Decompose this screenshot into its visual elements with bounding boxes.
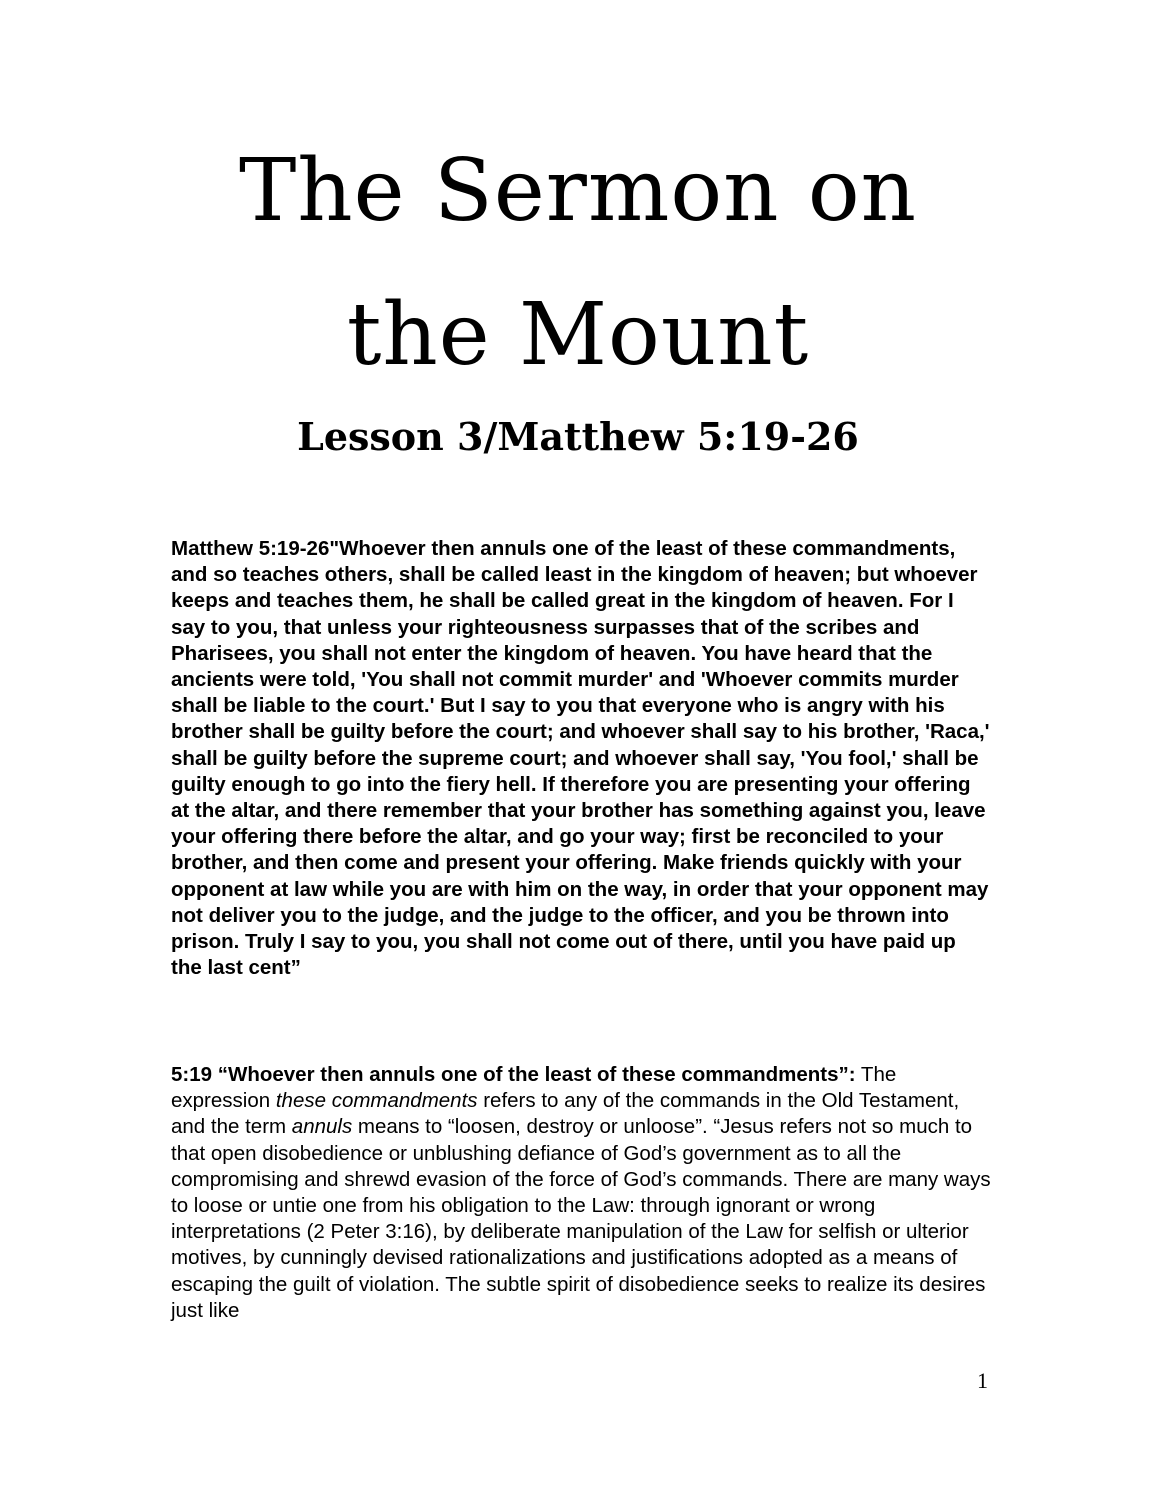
commentary-heading: 5:19 “Whoever then annuls one of the least of these commandments”:	[171, 1063, 856, 1086]
document-title-line-2: the Mount	[346, 285, 810, 385]
commentary-emphasis: these commandments	[275, 1089, 478, 1113]
commentary-paragraph	[171, 1062, 991, 1324]
commentary-text: means to “loosen, destroy or unloose”. “Jesus refers not so much to that open disobedience or unblushing defiance of God’s government as to all the compromising and shrewd evasion of the force of God’s commands. There are many ways to loose or untie one from his obligation to the Law: through ignorant or wrong interpretations (2 Peter 3:16), by deliberate manipulation of the Law for selfish or ulterior motives, by cunningly devised rationalizations and justifications adopted as a means of escaping the guilt of violation. The subtle spirit of disobedience seeks to realize its desires just like	[171, 1115, 991, 1322]
commentary-text: refers to any of the commands in the Old Testament, and the term	[171, 1089, 960, 1139]
page-number: 1	[977, 1368, 988, 1393]
commentary-text: The expression	[171, 1063, 897, 1113]
lesson-subtitle: Lesson 3/Matthew 5:19-26	[297, 414, 859, 459]
commentary-emphasis: annuls	[291, 1115, 353, 1139]
scripture-passage: Matthew 5:19-26"Whoever then annuls one of the least of these commandments, and so teaches others, shall be called least in the kingdom of heaven; but whoever keeps and teaches them, he shall be called great in the kingdom of heaven. For I say to you, that unless your righteousness surpasses that of the scribes and Pharisees, you shall not enter the kingdom of heaven. You have heard that the ancients were told, 'You shall not commit murder' and 'Whoever commits murder shall be liable to the court.' But I say to you that everyone who is angry with his brother shall be guilty before the court; and whoever shall say to his brother, 'Raca,' shall be guilty before the supreme court; and whoever shall say, 'You fool,' shall be guilty enough to go into the fiery hell. If therefore you are presenting your offering at the altar, and there remember that your brother has something against you, leave your offering there before the altar, and go your way; first be reconciled to your brother, and then come and present your offering. Make friends quickly with your opponent at law while you are with him on the way, in order that your opponent may not deliver you to the judge, and the judge to the officer, and you be thrown into prison. Truly I say to you, you shall not come out of there, until you have paid up the last cent”	[171, 537, 990, 980]
document-title-line-1: The Sermon on	[238, 141, 918, 241]
